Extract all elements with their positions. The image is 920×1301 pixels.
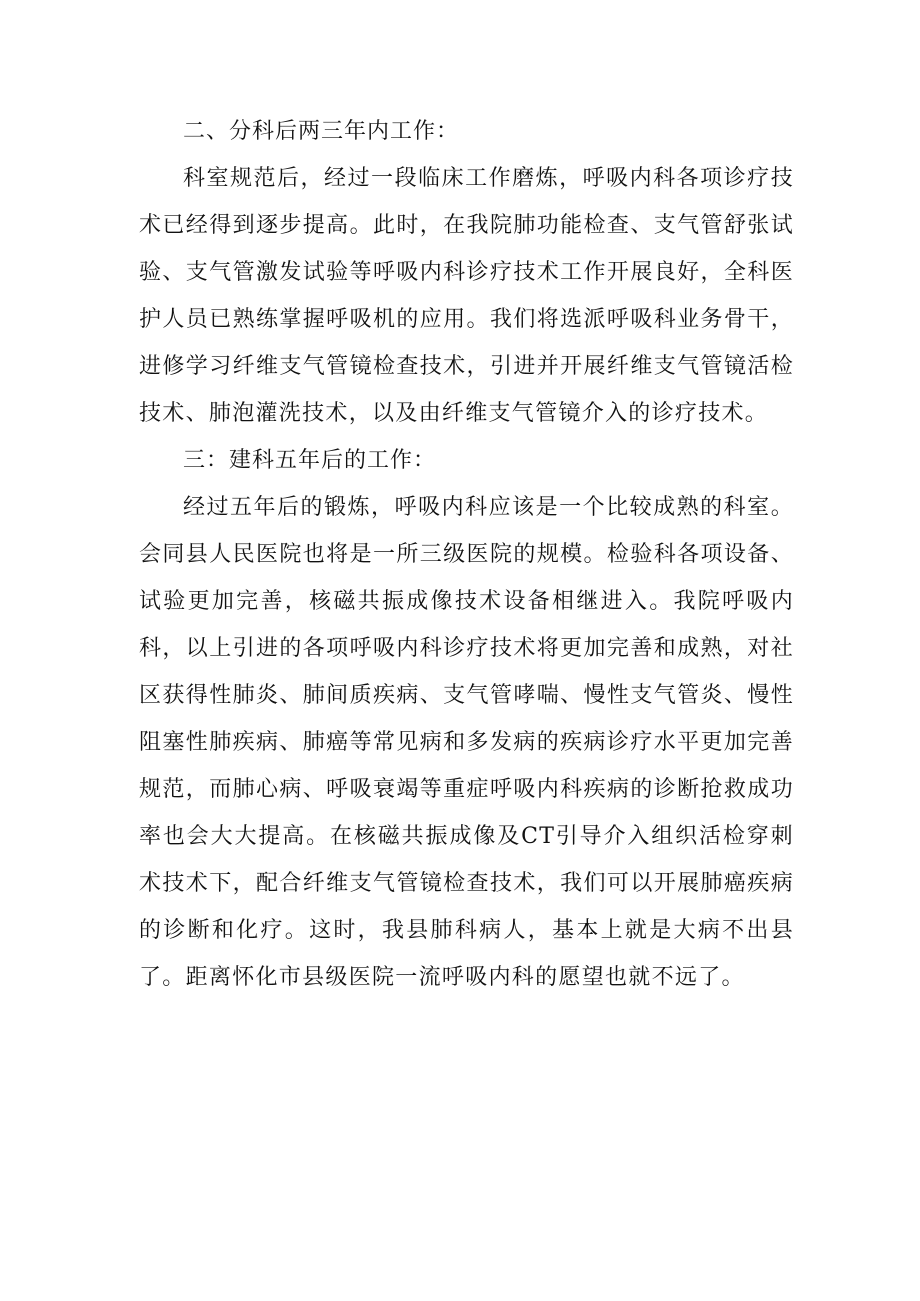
section-heading-3: 三：建科五年后的工作： <box>183 448 437 473</box>
paragraph-section-2: 科室规范后，经过一段临床工作磨炼，呼吸内科各项诊疗技术已经得到逐步提高。此时，在我院肺功能检查、支气管舒张试验、支气管激发试验等呼吸内科诊疗技术工作开展良好，全科医护人员已熟练掌握呼吸机的应用。我们将选派呼吸科业务骨干，进修学习纤维支气管镜检查技术，引进并开展纤维支气管镜活检技术、肺泡灌洗技术，以及由纤维支气管镜介入的诊疗技术。 <box>139 166 794 426</box>
section-heading-2: 二、分科后两三年内工作： <box>183 119 460 144</box>
document-body <box>139 108 794 1001</box>
paragraph-section-3: 经过五年后的锻炼，呼吸内科应该是一个比较成熟的科室。会同县人民医院也将是一所三级医院的规模。检验科各项设备、试验更加完善，核磁共振成像技术设备相继进入。我院呼吸内科，以上引进的各项呼吸内科诊疗技术将更加完善和成熟，对社区获得性肺炎、肺间质疾病、支气管哮喘、慢性支气管炎、慢性阻塞性肺疾病、肺癌等常见病和多发病的疾病诊疗水平更加完善规范，而肺心病、呼吸衰竭等重症呼吸内科疾病的诊断抢救成功率也会大大提高。在核磁共振成像及CT引导介入组织活检穿刺术技术下，配合纤维支气管镜检查技术，我们可以开展肺癌疾病的诊断和化疗。这时，我县肺科病人，基本上就是大病不出县了。距离怀化市县级医院一流呼吸内科的愿望也就不远了。 <box>139 495 794 990</box>
